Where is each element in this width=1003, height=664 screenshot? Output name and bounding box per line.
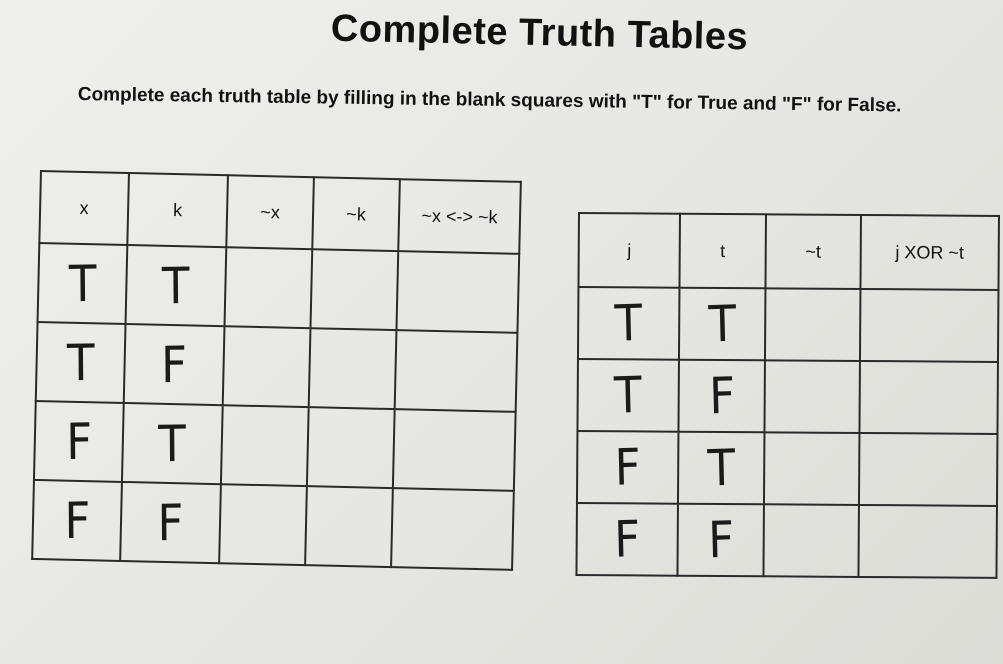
instructions-text: Complete each truth table by filling in the blank squares with "T" for True and "F" for False. [77,84,902,117]
blank-cell[interactable] [219,484,307,565]
blank-cell[interactable] [223,326,311,407]
handwritten-cell: T [679,288,766,361]
header-cell: x [39,171,129,245]
page-title: Complete Truth Tables [330,7,749,59]
header-cell: j XOR ~t [860,215,999,290]
handwritten-cell: F [577,431,679,504]
blank-cell[interactable] [764,360,860,433]
header-cell: k [127,173,228,247]
blank-cell[interactable] [221,405,309,486]
handwritten-cell: F [678,360,765,433]
blank-cell[interactable] [310,249,398,330]
handwritten-cell: T [578,287,680,360]
table-row [38,243,520,333]
handwritten-cell: F [120,482,221,563]
table-row [32,480,514,570]
table-row [577,359,997,434]
blank-cell[interactable] [764,432,860,505]
blank-cell[interactable] [763,504,859,577]
table-row [36,322,518,412]
blank-cell[interactable] [859,433,997,506]
handwritten-cell: F [34,401,124,482]
blank-cell[interactable] [391,488,514,570]
blank-cell[interactable] [396,251,519,333]
blank-cell[interactable] [860,289,998,362]
header-cell: ~x <-> ~k [398,179,521,254]
blank-cell[interactable] [858,505,996,578]
handwritten-cell: T [577,359,679,432]
table-row [576,503,996,578]
truth-table-2 [575,212,1000,579]
table-row [577,431,997,506]
blank-cell[interactable] [393,409,516,491]
header-cell: ~t [765,214,861,289]
header-cell: ~k [312,177,400,251]
handwritten-cell: T [122,403,223,484]
blank-cell[interactable] [225,247,313,328]
blank-cell[interactable] [307,407,395,488]
handwritten-cell: T [38,243,128,324]
table-header-row [578,213,999,290]
handwritten-cell: F [677,504,764,577]
blank-cell[interactable] [395,330,518,412]
table-header-row [39,171,521,254]
truth-table-1 [31,170,522,571]
header-cell: t [679,214,766,289]
header-cell: ~x [226,175,314,249]
blank-cell[interactable] [859,361,997,434]
handwritten-cell: T [678,432,765,505]
handwritten-cell: F [32,480,122,561]
table-row [578,287,998,362]
blank-cell[interactable] [305,486,393,567]
header-cell: j [578,213,680,288]
blank-cell[interactable] [309,328,397,409]
handwritten-cell: F [124,324,225,405]
handwritten-cell: F [576,503,678,576]
table-row [34,401,516,491]
handwritten-cell: T [126,245,227,326]
handwritten-cell: T [36,322,126,403]
blank-cell[interactable] [765,288,861,361]
